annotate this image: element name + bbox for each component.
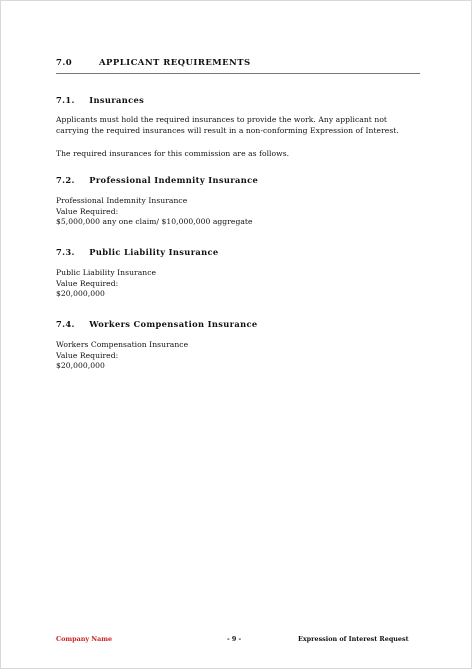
insurance-value: $5,000,000 any one claim/ $10,000,000 aggregate (56, 217, 253, 226)
section-heading (56, 58, 420, 68)
workers-compensation-details (56, 340, 431, 372)
professional-indemnity-details (56, 196, 431, 228)
paragraph-line: Applicants must hold the required insurances to provide the work. Any applicant not (56, 115, 388, 124)
required-insurances-paragraph-text (56, 149, 431, 160)
insurances-paragraph (56, 115, 431, 136)
insurance-name: Public Liability Insurance (56, 268, 157, 277)
public-liability-details (56, 268, 431, 300)
subheading-title: Insurances (89, 95, 145, 105)
subheading-insurances (56, 95, 144, 105)
value-required-label: Value Required: (56, 350, 119, 360)
insurance-value: $20,000,000 (56, 289, 105, 298)
footer-document-title: Expression of Interest Request (298, 635, 409, 643)
value-required-label: Value Required: (56, 206, 119, 216)
insurance-name: Workers Compensation Insurance (56, 340, 189, 349)
subheading-workers-compensation (56, 319, 258, 329)
paragraph-line: carrying the required insurances will result in a non-conforming Expression of Interest. (56, 125, 399, 135)
subheading-number: 7.2. (56, 175, 75, 185)
insurance-name: Professional Indemnity Insurance (56, 196, 188, 205)
section-title: APPLICANT REQUIREMENTS (98, 58, 251, 68)
subheading-professional-indemnity (56, 175, 258, 185)
subheading-number: 7.3. (56, 247, 75, 257)
footer-company-name: Company Name (56, 635, 113, 643)
footer-page-number: - 9 - (227, 635, 242, 643)
subheading-number: 7.1. (56, 95, 75, 105)
subheading-title: Public Liability Insurance (89, 247, 219, 257)
section-number: 7.0 (56, 58, 73, 68)
paragraph-line: The required insurances for this commission are as follows. (56, 149, 290, 158)
insurance-value: $20,000,000 (56, 361, 105, 370)
subheading-title: Professional Indemnity Insurance (89, 175, 259, 185)
subheading-public-liability (56, 247, 219, 257)
subheading-title: Workers Compensation Insurance (89, 319, 258, 329)
value-required-label: Value Required: (56, 278, 119, 288)
section-divider (56, 73, 420, 74)
subheading-number: 7.4. (56, 319, 75, 329)
